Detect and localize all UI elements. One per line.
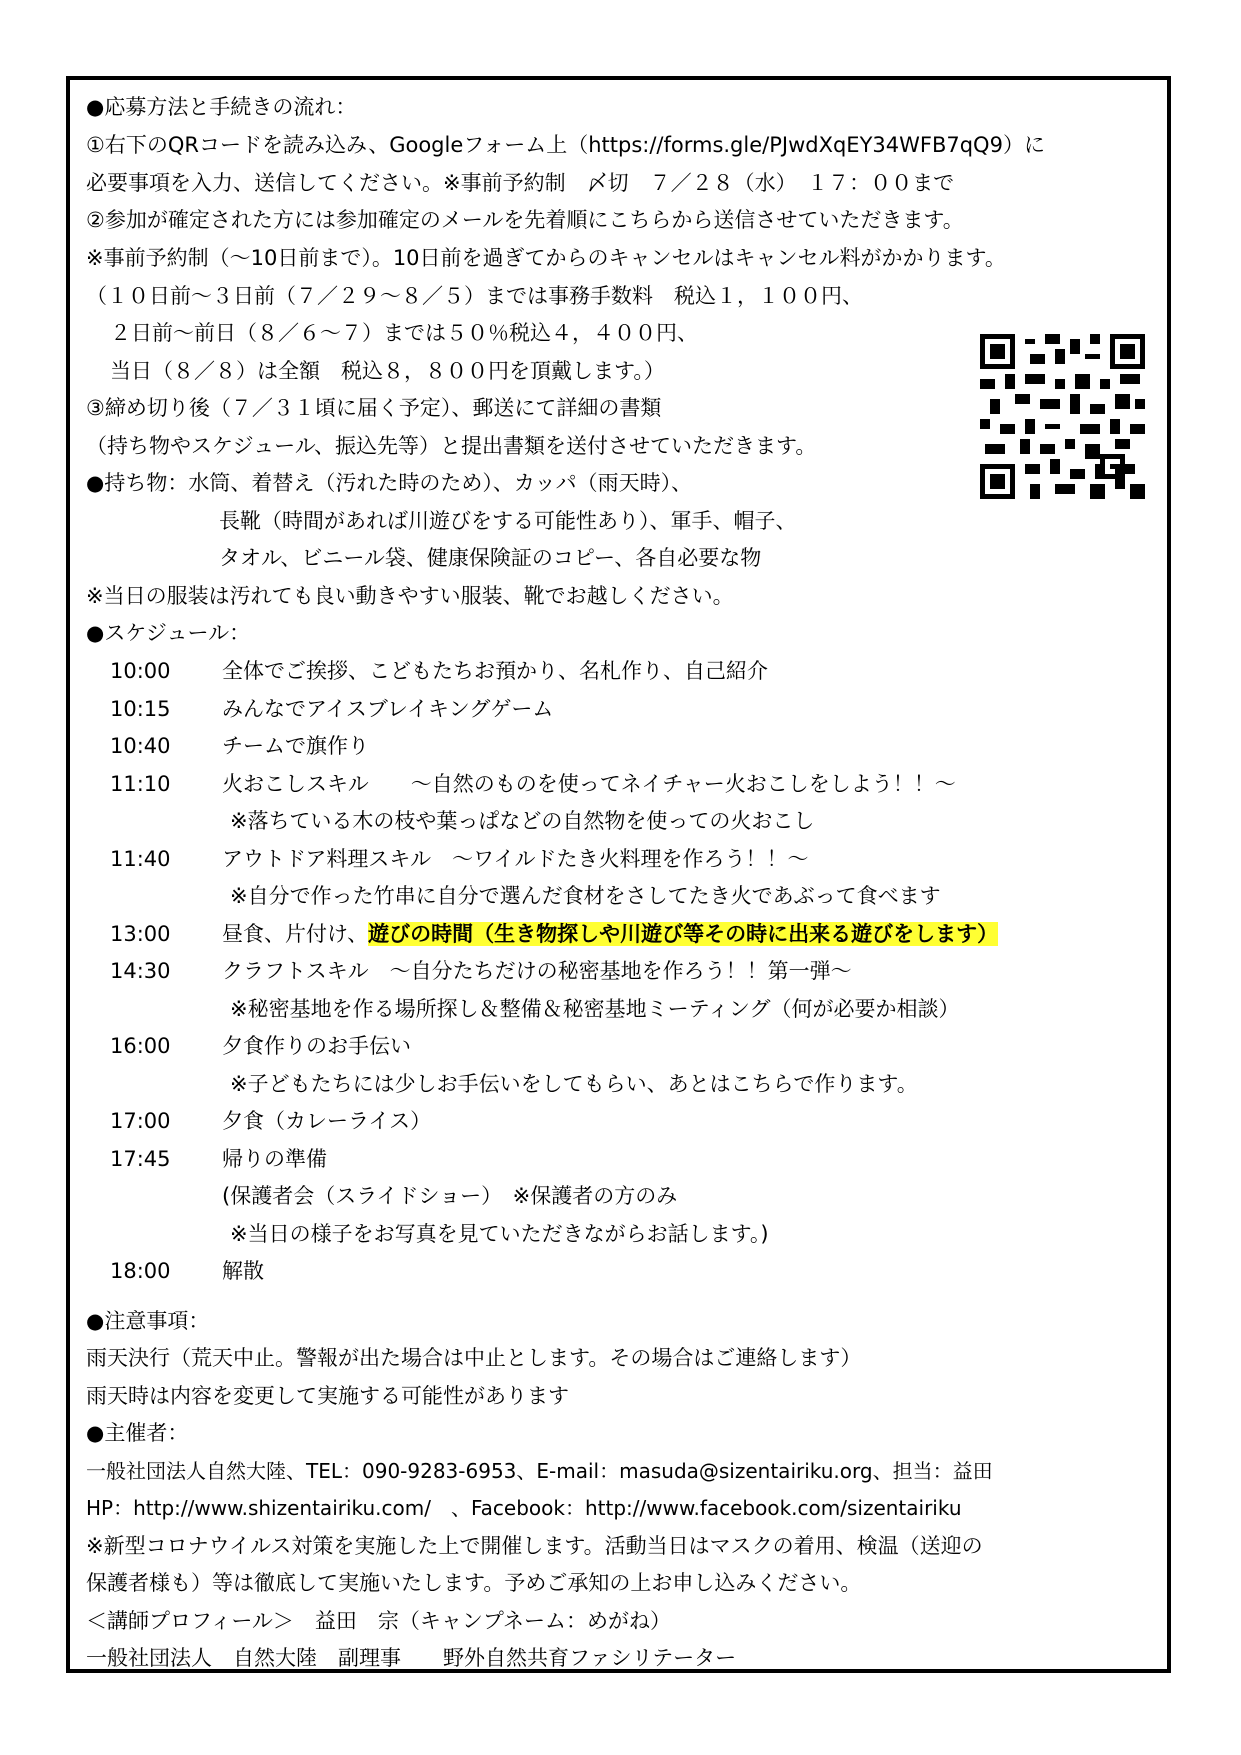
schedule-activity-text: みんなでアイスブレイキングゲーム — [222, 696, 554, 721]
schedule-time: 10:40 — [110, 734, 171, 758]
schedule-subnote: ※落ちている木の枝や葉っぱなどの自然物を使っての火おこし — [230, 809, 815, 833]
schedule-activity-text: 解散 — [222, 1259, 264, 1283]
apply-line-9: （持ち物やスケジュール、振込先等）と提出書類を送付させていただきます。 — [86, 434, 817, 458]
items-line-1: ●持ち物：水筒、着替え（汚れた時のため）、カッパ（雨天時）、 — [86, 471, 693, 495]
items-line-2: 長靴（時間があれば川遊びをする可能性あり）、軍手、帽子、 — [219, 509, 797, 533]
schedule-activity-text: 夕食（カレーライス） — [222, 1109, 432, 1133]
apply-line-3: ②参加が確定された方には参加確定のメールを先着順にこちらから送信させていただきます。 — [86, 208, 964, 232]
instructor-profile: ＜講師プロフィール＞ 益田 宗（キャンプネーム：めがね） — [86, 1609, 672, 1633]
apply-line-7: 当日（８／８）は全額 税込８，８００円を頂戴します。） — [110, 359, 665, 383]
items-note: ※当日の服装は汚れても良い動きやすい服装、靴でお越しください。 — [86, 584, 734, 608]
schedule-subnote: ※当日の様子をお写真を見ていただきながらお話します。) — [230, 1221, 769, 1246]
notes-line-2: 雨天時は内容を変更して実施する可能性があります — [86, 1384, 569, 1408]
schedule-time: 11:40 — [110, 846, 171, 871]
apply-line-1: ①右下のQRコードを読み込み、Googleフォーム上（https://forms.gle/PJwdXqEY34WFB7qQ9）に — [86, 133, 1045, 157]
covid-note-1: ※新型コロナウイルス対策を実施した上で開催します。活動当日はマスクの着用、検温（送迎の — [86, 1534, 983, 1558]
schedule-activity — [222, 1031, 411, 1061]
schedule-activity-text: クラフトスキル ～自分たちだけの秘密基地を作ろう！！第一弾～ — [222, 959, 852, 983]
schedule-activity — [222, 844, 809, 874]
apply-line-6: ２日前～前日（８／６～７）までは５０％税込４，４００円、 — [110, 321, 698, 345]
schedule-time: 17:45 — [110, 1146, 171, 1171]
schedule-time: 17:00 — [110, 1109, 171, 1133]
schedule-time: 14:30 — [110, 959, 171, 983]
schedule-activity-text: 帰りの準備 — [222, 1146, 327, 1171]
apply-line-8: ③締め切り後（７／３１頃に届く予定）、郵送にて詳細の書類 — [86, 396, 662, 420]
schedule-activity — [222, 769, 956, 799]
schedule-activity — [222, 1144, 327, 1174]
schedule-time: 18:00 — [110, 1259, 171, 1283]
organizer-heading: ●主催者： — [86, 1421, 189, 1445]
schedule-activity-text: アウトドア料理スキル ～ワイルドたき火料理を作ろう！！～ — [222, 846, 809, 871]
items-line-3: タオル、ビニール袋、健康保険証のコピー、各自必要な物 — [219, 546, 762, 570]
schedule-highlight: 遊びの時間（生き物探しや川遊び等その時に出来る遊びをします） — [368, 921, 999, 946]
page-border — [66, 76, 1171, 1673]
schedule-time: 11:10 — [110, 771, 171, 796]
schedule-time: 10:00 — [110, 659, 171, 683]
apply-line-2: 必要事項を入力、送信してください。※事前予約制 〆切 ７／２８（水） １７：００まで — [86, 171, 955, 195]
schedule-activity-text: 昼食、片付け、 — [222, 921, 369, 946]
schedule-activity-text: 夕食作りのお手伝い — [222, 1034, 411, 1058]
notes-line-1: 雨天決行（荒天中止。警報が出た場合は中止とします。その場合はご連絡します） — [86, 1346, 862, 1370]
organizer-contact: 一般社団法人自然大陸、TEL：090-9283-6953、E-mail：masuda@sizentairiku.org、担当：益田 — [86, 1459, 993, 1483]
schedule-activity-text: 火おこしスキル ～自然のものを使ってネイチャー火おこしをしよう！！～ — [222, 771, 956, 796]
schedule-subnote: ※子どもたちには少しお手伝いをしてもらい、あとはこちらで作ります。 — [230, 1071, 918, 1096]
schedule-activity — [222, 919, 998, 949]
qr-code[interactable] — [980, 334, 1145, 499]
schedule-activity — [222, 956, 852, 986]
apply-line-5: （１０日前～３日前（７／２９～８／５）までは事務手数料 税込１，１００円、 — [86, 284, 863, 308]
schedule-activity — [222, 1106, 431, 1136]
schedule-time: 13:00 — [110, 921, 171, 946]
schedule-activity — [222, 656, 768, 686]
schedule-subnote: (保護者会（スライドショー） ※保護者の方のみ — [222, 1184, 678, 1208]
instructor-title: 一般社団法人 自然大陸 副理事 野外自然共育ファシリテーター — [86, 1646, 737, 1670]
apply-line-4: ※事前予約制（～10日前まで）。10日前を過ぎてからのキャンセルはキャンセル料がかかります。 — [86, 246, 1006, 270]
apply-heading: ●応募方法と手続きの流れ： — [86, 95, 357, 119]
schedule-subnote: ※秘密基地を作る場所探し＆整備＆秘密基地ミーティング（何が必要か相談） — [230, 996, 960, 1021]
schedule-time: 10:15 — [110, 696, 171, 721]
organizer-links: HP：http://www.shizentairiku.com/ 、Facebook：http://www.facebook.com/sizentairiku — [86, 1496, 962, 1520]
schedule-activity — [222, 694, 553, 724]
schedule-time: 16:00 — [110, 1034, 171, 1058]
schedule-subnote: ※自分で作った竹串に自分で選んだ食材をさしてたき火であぶって食べます — [230, 884, 941, 908]
covid-note-2: 保護者様も）等は徹底して実施いたします。予めご承知の上お申し込みください。 — [86, 1571, 862, 1595]
schedule-activity — [222, 731, 369, 761]
notes-heading: ●注意事項： — [86, 1309, 210, 1333]
schedule-activity-text: チームで旗作り — [222, 734, 369, 758]
schedule-heading: ●スケジュール： — [86, 621, 251, 645]
schedule-activity — [222, 1256, 264, 1286]
schedule-activity-text: 全体でご挨拶、こどもたちお預かり、名札作り、自己紹介 — [222, 659, 768, 683]
